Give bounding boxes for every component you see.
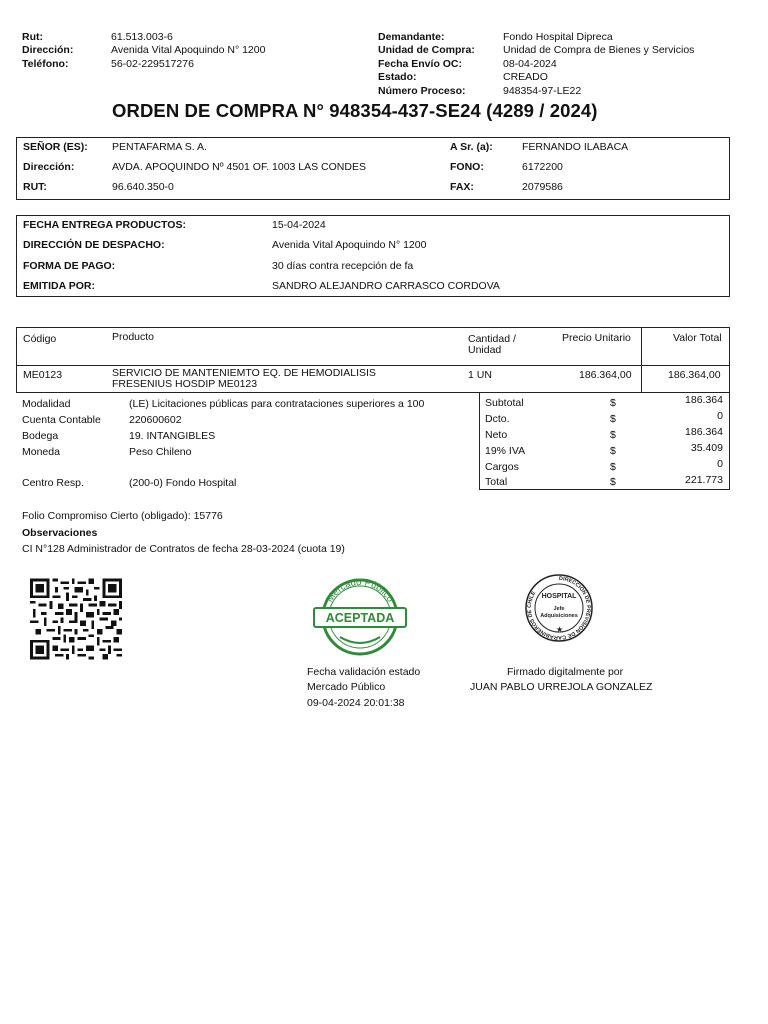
- subtotal-label: Subtotal: [485, 397, 524, 409]
- direccion-label: Dirección:: [22, 44, 74, 56]
- supplier-rut-label: RUT:: [23, 181, 47, 193]
- stamp-hospital-jefe: Jefe: [553, 606, 565, 612]
- neto-currency: $: [610, 429, 616, 441]
- emitida-por-label: EMITIDA POR:: [23, 280, 95, 292]
- fecha-entrega-label: FECHA ENTREGA PRODUCTOS:: [23, 219, 186, 231]
- signature-name: JUAN PABLO URREJOLA GONZALEZ: [470, 681, 653, 693]
- validation-date: 09-04-2024 20:01:38: [307, 697, 405, 709]
- fono-value: 6172200: [522, 161, 563, 173]
- centro-resp-value: (200-0) Fondo Hospital: [129, 477, 237, 489]
- iva-currency: $: [610, 445, 616, 457]
- stamp-hospital-outer-text: DIRECCION DE PREVISION DE CARABINEROS DE CHILE: [526, 575, 591, 641]
- iva-label: 19% IVA: [485, 445, 526, 457]
- estado-value: CREADO: [503, 71, 548, 83]
- forma-pago-value: 30 días contra recepción de fa: [272, 260, 414, 272]
- neto-label: Neto: [485, 429, 508, 441]
- fax-value: 2079586: [522, 181, 563, 193]
- fecha-envio-value: 08-04-2024: [503, 58, 557, 70]
- unidad-compra-label: Unidad de Compra:: [378, 44, 475, 56]
- total-value: 221.773: [685, 474, 723, 486]
- fecha-envio-label: Fecha Envío OC:: [378, 58, 463, 70]
- cargos-label: Cargos: [485, 461, 519, 473]
- col-header-precio: Precio Unitario: [562, 332, 631, 344]
- dcto-currency: $: [610, 413, 616, 425]
- page-title: ORDEN DE COMPRA N° 948354-437-SE24 (4289 / 2024): [112, 100, 598, 121]
- moneda-label: Moneda: [22, 446, 60, 458]
- item-cantidad: 1 UN: [468, 369, 492, 381]
- fecha-entrega-value: 15-04-2024: [272, 219, 326, 231]
- neto-value: 186.364: [685, 426, 723, 438]
- col-header-unidad: Unidad: [468, 344, 502, 356]
- stamp-hospital-title: HOSPITAL: [541, 593, 577, 600]
- validation-line1: Fecha validación estado: [307, 666, 421, 678]
- mercado-publico-stamp: [310, 577, 410, 657]
- dcto-label: Dcto.: [485, 413, 510, 425]
- dcto-value: 0: [717, 410, 723, 422]
- rut-label: Rut:: [22, 31, 43, 43]
- numero-proceso-value: 948354-97-LE22: [503, 85, 582, 97]
- modalidad-label: Modalidad: [22, 398, 71, 410]
- star-icon: ★: [556, 625, 564, 634]
- subtotal-currency: $: [610, 397, 616, 409]
- direccion-despacho-label: DIRECCIÓN DE DESPACHO:: [23, 239, 165, 251]
- demandante-label: Demandante:: [378, 31, 445, 43]
- supplier-direccion-value: AVDA. APOQUINDO Nº 4501 OF. 1003 LAS CONDES: [112, 161, 366, 173]
- col-header-cantidad: Cantidad /: [468, 333, 516, 345]
- stamp-hospital-adq: Adquisiciones: [540, 613, 578, 619]
- supplier-rut-value: 96.640.350-0: [112, 181, 174, 193]
- total-label: Total: [485, 476, 508, 488]
- senor-label: SEÑOR (ES):: [23, 141, 88, 153]
- telefono-label: Teléfono:: [22, 58, 69, 70]
- direccion-value: Avenida Vital Apoquindo N° 1200: [111, 44, 266, 56]
- folio-text: Folio Compromiso Cierto (obligado): 15776: [22, 510, 223, 522]
- modalidad-value: (LE) Licitaciones públicas para contrataciones superiores a 100: [129, 398, 425, 410]
- subtotal-value: 186.364: [685, 394, 723, 406]
- rut-value: 61.513.003-6: [111, 31, 173, 43]
- demandante-value: Fondo Hospital Dipreca: [503, 31, 613, 43]
- hospital-stamp: [515, 573, 603, 643]
- fono-label: FONO:: [450, 161, 484, 173]
- observaciones-label: Observaciones: [22, 527, 98, 539]
- moneda-value: Peso Chileno: [129, 446, 192, 458]
- fax-label: FAX:: [450, 181, 474, 193]
- estado-label: Estado:: [378, 71, 417, 83]
- total-currency: $: [610, 476, 616, 488]
- cuenta-contable-value: 220600602: [129, 414, 182, 426]
- observaciones-text: CI N°128 Administrador de Contratos de fecha 28-03-2024 (cuota 19): [22, 543, 345, 555]
- items-col-divider: [641, 328, 642, 392]
- supplier-box: [16, 137, 730, 200]
- emitida-por-value: SANDRO ALEJANDRO CARRASCO CORDOVA: [272, 280, 500, 292]
- qr-code-icon: [30, 578, 122, 660]
- forma-pago-label: FORMA DE PAGO:: [23, 260, 116, 272]
- bodega-label: Bodega: [22, 430, 59, 442]
- numero-proceso-label: Número Proceso:: [378, 85, 466, 97]
- direccion-despacho-value: Avenida Vital Apoquindo N° 1200: [272, 239, 427, 251]
- items-header-divider: [17, 365, 729, 366]
- items-table: [16, 327, 730, 393]
- col-header-total: Valor Total: [673, 332, 722, 344]
- bodega-value: 19. INTANGIBLES: [129, 430, 216, 442]
- svg-text:Mercado Público: [324, 577, 395, 604]
- col-header-codigo: Código: [23, 333, 57, 345]
- stamp-mp-label: ACEPTADA: [325, 611, 395, 625]
- senor-value: PENTAFARMA S. A.: [112, 141, 207, 153]
- cargos-value: 0: [717, 458, 723, 470]
- asr-label: A Sr. (a):: [450, 141, 493, 153]
- supplier-direccion-label: Dirección:: [23, 161, 75, 173]
- item-producto-line1: SERVICIO DE MANTENIEMTO EQ. DE HEMODIALISIS: [112, 367, 376, 379]
- stamp-mp-arc-text: Mercado Público: [324, 577, 396, 605]
- item-producto-line2: FRESENIUS HOSDIP ME0123: [112, 378, 258, 390]
- validation-line2: Mercado Público: [307, 681, 386, 693]
- item-codigo: ME0123: [23, 369, 63, 381]
- delivery-box: [16, 215, 730, 297]
- item-total: 186.364,00: [668, 369, 721, 381]
- signature-line1: Firmado digitalmente por: [507, 666, 624, 678]
- cargos-currency: $: [610, 461, 616, 473]
- col-header-producto: Producto: [112, 331, 155, 343]
- telefono-value: 56-02-229517276: [111, 58, 194, 70]
- asr-value: FERNANDO ILABACA: [522, 141, 629, 153]
- unidad-compra-value: Unidad de Compra de Bienes y Servicios: [503, 44, 695, 56]
- totals-box: [479, 393, 730, 490]
- centro-resp-label: Centro Resp.: [22, 477, 84, 489]
- item-precio: 186.364,00: [579, 369, 632, 381]
- iva-value: 35.409: [690, 442, 723, 454]
- cuenta-contable-label: Cuenta Contable: [22, 414, 101, 426]
